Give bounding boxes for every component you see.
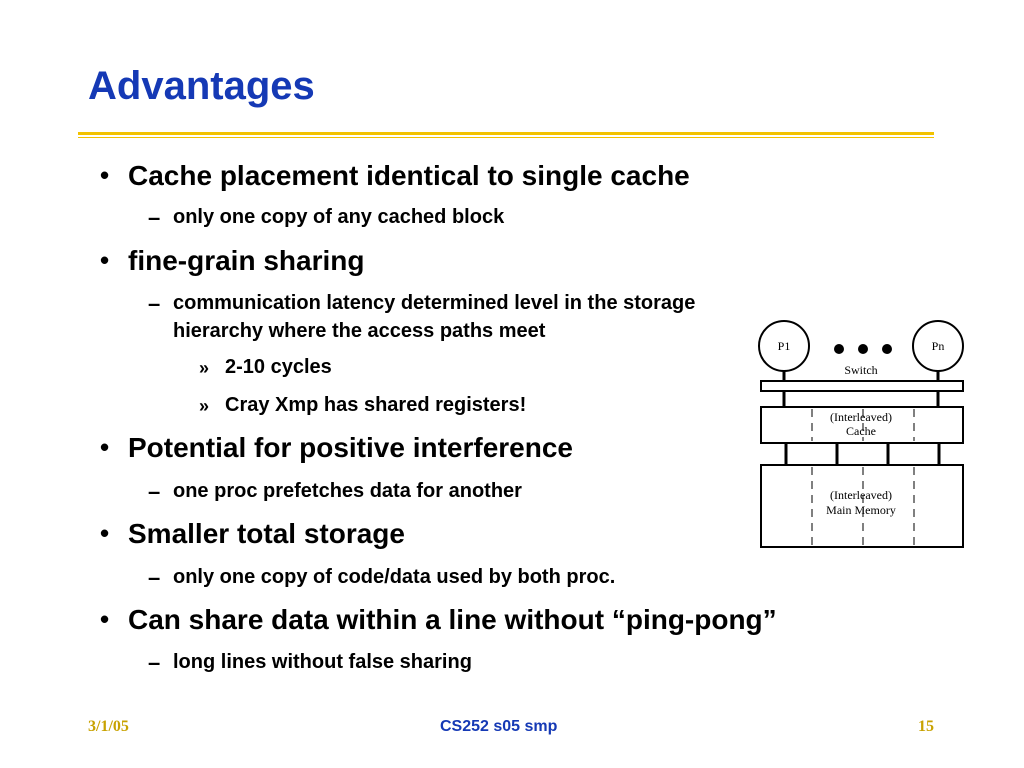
cache-block xyxy=(761,407,963,443)
processor-pn-label: Pn xyxy=(931,339,945,353)
bullet-marker: • xyxy=(100,245,110,275)
slide-title: Advantages xyxy=(88,64,315,108)
bullet-fine-grain: fine-grain sharing xyxy=(128,245,365,276)
memory-label-line1: (Interleaved) xyxy=(830,488,892,502)
sub-sub-bullet-marker: » xyxy=(199,396,210,416)
bullet-positive-interference: Potential for positive interference xyxy=(128,432,573,463)
bullet-cache-placement: Cache placement identical to single cache xyxy=(128,160,690,191)
sub-bullet-long-lines: long lines without false sharing xyxy=(173,651,472,673)
bullet-marker: • xyxy=(100,604,110,634)
title-divider-thin xyxy=(78,137,934,138)
processor-p1-label: P1 xyxy=(777,339,791,353)
cache-label-line2: Cache xyxy=(846,424,876,438)
switch-label: Switch xyxy=(844,363,878,377)
shared-cache-diagram xyxy=(755,315,970,555)
memory-label-line2: Main Memory xyxy=(826,503,896,517)
processor-pn xyxy=(913,321,963,382)
bullet-marker: • xyxy=(100,518,110,548)
bullet-marker: • xyxy=(100,432,110,462)
sub-bullet-marker: – xyxy=(148,565,161,590)
ellipsis-dots xyxy=(834,344,892,354)
bullet-smaller-storage: Smaller total storage xyxy=(128,518,405,549)
footer-course: CS252 s05 smp xyxy=(440,718,558,735)
sub-bullet-marker: – xyxy=(148,291,161,316)
sub-bullet-latency-cont: hierarchy where the access paths meet xyxy=(173,320,546,342)
sub-bullet-marker: – xyxy=(148,205,161,230)
sub-bullet-latency: communication latency determined level in the storage xyxy=(173,292,696,314)
switch-bar xyxy=(761,381,963,391)
title-divider xyxy=(78,132,934,135)
sub-bullet-marker: – xyxy=(148,650,161,675)
footer-date: 3/1/05 xyxy=(88,718,129,735)
sub-bullet-marker: – xyxy=(148,479,161,504)
sub-bullet-one-copy: only one copy of any cached block xyxy=(173,206,505,228)
sub-sub-bullet-cycles: 2-10 cycles xyxy=(225,356,332,378)
sub-bullet-prefetch: one proc prefetches data for another xyxy=(173,480,522,502)
bullet-marker: • xyxy=(100,160,110,190)
cache-label-line1: (Interleaved) xyxy=(830,410,892,424)
sub-bullet-one-copy-code: only one copy of code/data used by both proc. xyxy=(173,566,616,588)
sub-sub-bullet-cray: Cray Xmp has shared registers! xyxy=(225,394,527,416)
footer-page-number: 15 xyxy=(918,718,934,735)
sub-sub-bullet-marker: » xyxy=(199,358,210,378)
bullet-share-data: Can share data within a line without “ping-pong” xyxy=(128,604,777,635)
processor-p1 xyxy=(759,321,809,382)
main-memory-block xyxy=(761,465,963,547)
